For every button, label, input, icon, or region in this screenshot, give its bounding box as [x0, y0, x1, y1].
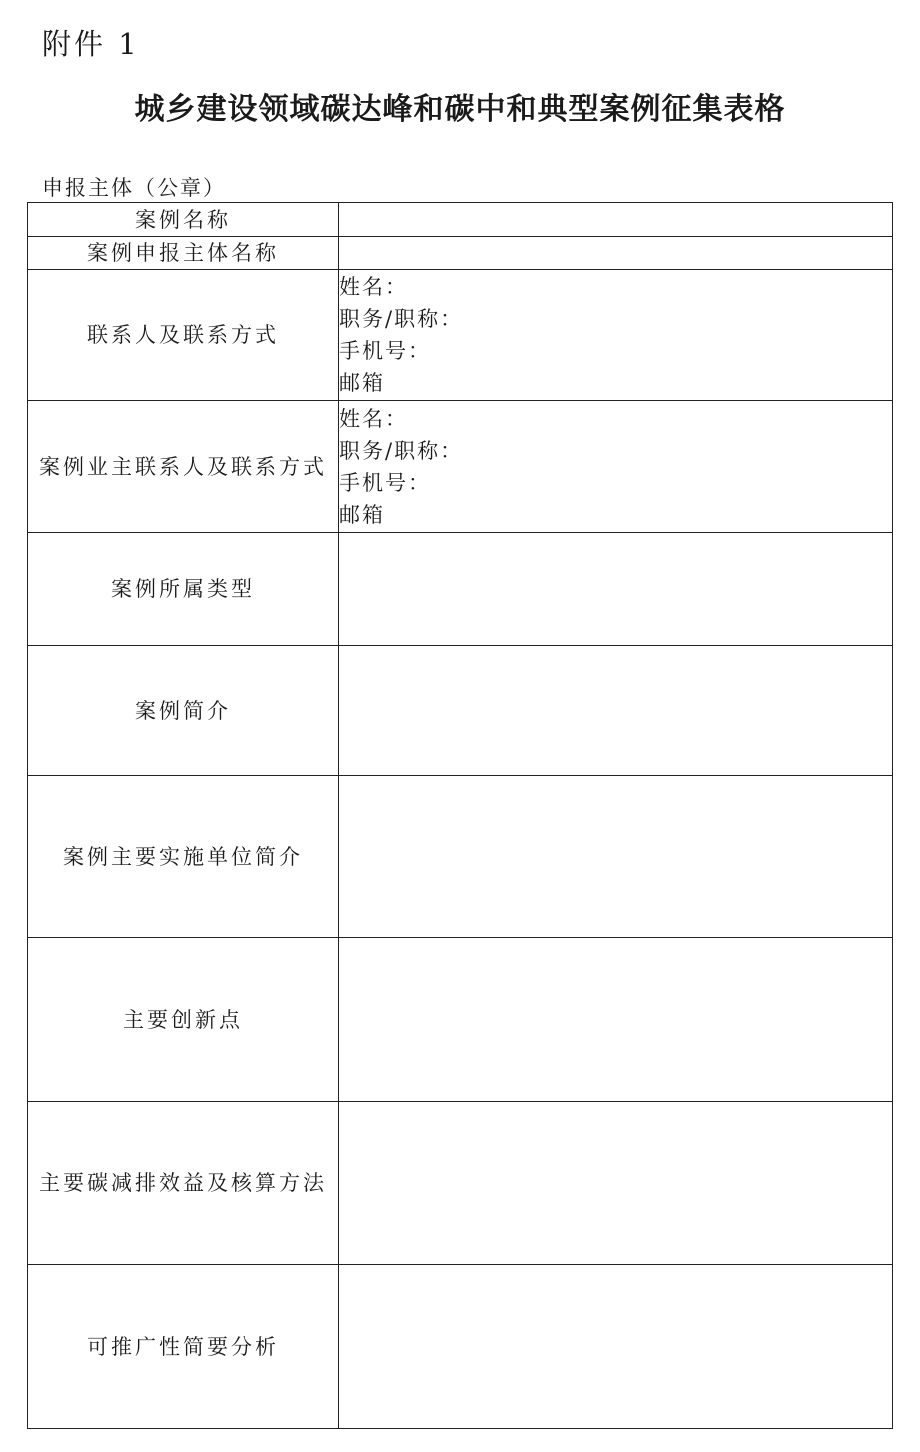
- label-carbon-benefits: 主要碳减排效益及核算方法: [28, 1102, 339, 1265]
- label-case-name: 案例名称: [28, 203, 339, 237]
- owner-name-label: 姓名：: [339, 406, 408, 431]
- field-scalability[interactable]: [339, 1265, 893, 1429]
- row-applicant-name: [28, 237, 893, 270]
- owner-position-label: 职务/职称：: [339, 438, 464, 463]
- row-case-type: [28, 533, 893, 646]
- case-collection-form: [27, 202, 893, 1429]
- label-innovation: 主要创新点: [28, 938, 339, 1102]
- field-carbon-benefits[interactable]: [339, 1102, 893, 1265]
- label-applicant-name: 案例申报主体名称: [28, 237, 339, 270]
- label-implementer-intro: 案例主要实施单位简介: [28, 776, 339, 938]
- contact-position-label: 职务/职称：: [339, 307, 464, 331]
- row-implementer-intro: [28, 776, 893, 938]
- owner-phone-label: 手机号：: [339, 470, 431, 495]
- row-carbon-benefits: [28, 1102, 893, 1265]
- row-owner-contact: [28, 401, 893, 533]
- applicant-seal-label: 申报主体（公章）: [42, 176, 226, 200]
- field-case-intro[interactable]: [339, 646, 893, 776]
- owner-email-label: 邮箱: [339, 502, 385, 527]
- row-scalability: [28, 1265, 893, 1429]
- contact-name-label: 姓名：: [339, 275, 408, 299]
- label-scalability: 可推广性简要分析: [28, 1265, 339, 1429]
- field-contact-person[interactable]: [339, 270, 893, 401]
- contact-phone-label: 手机号：: [339, 339, 431, 363]
- row-case-name: [28, 203, 893, 237]
- attachment-label: 附件 1: [42, 27, 140, 61]
- label-owner-contact: 案例业主联系人及联系方式: [28, 401, 339, 533]
- document-title: 城乡建设领域碳达峰和碳中和典型案例征集表格: [134, 92, 786, 127]
- label-case-type: 案例所属类型: [28, 533, 339, 646]
- label-case-intro: 案例简介: [28, 646, 339, 776]
- contact-email-label: 邮箱: [339, 371, 385, 395]
- field-case-name[interactable]: [339, 203, 893, 237]
- row-innovation: [28, 938, 893, 1102]
- label-contact-person: 联系人及联系方式: [28, 270, 339, 401]
- row-contact-person: [28, 270, 893, 401]
- field-applicant-name[interactable]: [339, 237, 893, 270]
- field-owner-contact[interactable]: [339, 401, 893, 533]
- row-case-intro: [28, 646, 893, 776]
- field-innovation[interactable]: [339, 938, 893, 1102]
- field-case-type[interactable]: [339, 533, 893, 646]
- field-implementer-intro[interactable]: [339, 776, 893, 938]
